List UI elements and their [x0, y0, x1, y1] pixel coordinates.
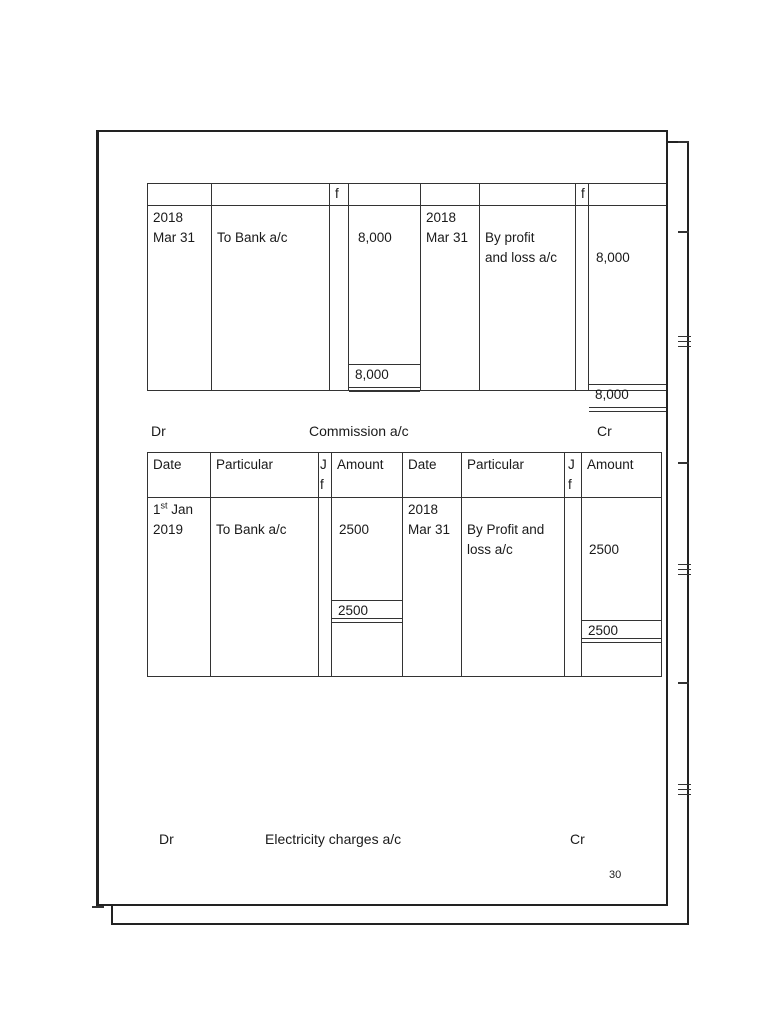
header-cell: f	[576, 184, 589, 206]
debit-day: 1	[153, 502, 161, 517]
debit-amount-cell	[349, 206, 421, 391]
edge-tick	[678, 346, 691, 347]
credit-particular-cell	[480, 206, 576, 391]
commission-cr-label: Cr	[597, 423, 612, 439]
header-jf-f: f	[320, 477, 324, 492]
debit-total	[349, 364, 420, 385]
credit-total-value: 8,000	[595, 387, 629, 402]
edge-tick	[678, 336, 691, 337]
edge-tick	[678, 141, 689, 143]
electricity-account-title: Electricity charges a/c	[265, 831, 402, 847]
double-underline	[582, 638, 661, 643]
header-jf	[565, 453, 582, 498]
debit-year: 2019	[153, 522, 184, 537]
edge-tick	[678, 574, 691, 575]
header-cell	[148, 184, 212, 206]
commission-dr-label: Dr	[151, 423, 166, 439]
edge-tick	[678, 784, 691, 785]
header-cell	[589, 184, 669, 206]
credit-jf-cell	[576, 206, 589, 391]
credit-total-value: 2500	[588, 623, 619, 638]
debit-particular-cell	[212, 206, 330, 391]
header-amount: Amount	[582, 453, 662, 498]
credit-total	[589, 384, 668, 405]
debit-jf-cell	[330, 206, 349, 391]
header-cell	[480, 184, 576, 206]
page-number: 30	[609, 869, 622, 881]
credit-total	[582, 620, 661, 641]
edge-tick	[92, 906, 104, 908]
ledger-table-previous	[147, 183, 668, 402]
credit-particular-cell	[462, 498, 565, 677]
header-particular: Particular	[462, 453, 565, 498]
credit-amount: 8,000	[596, 250, 630, 265]
credit-year: 2018	[426, 210, 457, 225]
credit-amount-cell	[589, 206, 669, 402]
table-row	[148, 498, 662, 677]
front-page-sheet	[96, 130, 668, 906]
credit-jf-cell	[565, 498, 582, 677]
credit-amount-cell	[582, 498, 662, 677]
edge-tick	[678, 789, 691, 790]
header-cell	[421, 184, 480, 206]
credit-date: Mar 31	[408, 522, 451, 537]
header-jf	[319, 453, 332, 498]
edge-tick	[678, 569, 691, 570]
header-date: Date	[403, 453, 462, 498]
edge-tick	[678, 564, 691, 565]
credit-date-cell	[403, 498, 462, 677]
debit-date-cell	[148, 206, 212, 391]
table-header-row	[148, 453, 662, 498]
table-header-row	[148, 184, 669, 206]
header-cell	[349, 184, 421, 206]
edge-tick	[678, 462, 689, 464]
credit-particular-line2: loss a/c	[467, 542, 513, 557]
edge-tick	[678, 794, 691, 795]
header-amount: Amount	[332, 453, 403, 498]
debit-total-value: 2500	[338, 603, 369, 618]
edge-tick	[678, 682, 689, 684]
debit-total	[332, 600, 402, 621]
header-jf-f: f	[568, 477, 572, 492]
header-cell: f	[330, 184, 349, 206]
debit-particular-cell	[211, 498, 319, 677]
debit-particular: To Bank a/c	[217, 230, 288, 245]
table-row	[148, 206, 669, 391]
commission-account-title: Commission a/c	[309, 423, 409, 439]
credit-date-cell	[421, 206, 480, 391]
debit-date-cell	[148, 498, 211, 677]
header-date: Date	[148, 453, 211, 498]
debit-date	[153, 500, 205, 520]
electricity-cr-label: Cr	[570, 831, 585, 847]
debit-day-suffix: st	[160, 500, 168, 511]
credit-particular-line1: By profit	[485, 230, 535, 245]
double-underline	[349, 387, 420, 392]
electricity-dr-label: Dr	[159, 831, 174, 847]
credit-year: 2018	[408, 502, 439, 517]
debit-total-value: 8,000	[355, 367, 389, 382]
debit-amount: 8,000	[358, 230, 392, 245]
debit-jf-cell	[319, 498, 332, 677]
header-jf-j: J	[568, 457, 575, 472]
edge-tick	[678, 231, 689, 233]
credit-particular-line1: By Profit and	[467, 522, 545, 537]
header-cell	[212, 184, 330, 206]
double-underline	[589, 407, 668, 412]
edge-tick	[678, 341, 691, 342]
debit-amount-cell	[332, 498, 403, 677]
header-jf-j: J	[320, 457, 327, 472]
debit-date: Mar 31	[153, 230, 196, 245]
credit-particular-line2: and loss a/c	[485, 250, 558, 265]
double-underline	[332, 618, 402, 623]
debit-month: Jan	[167, 502, 194, 517]
credit-date: Mar 31	[426, 230, 469, 245]
credit-amount: 2500	[589, 542, 620, 557]
debit-year: 2018	[153, 210, 184, 225]
debit-amount: 2500	[339, 522, 370, 537]
header-particular: Particular	[211, 453, 319, 498]
commission-ledger-table	[147, 452, 662, 677]
debit-particular: To Bank a/c	[216, 522, 287, 537]
